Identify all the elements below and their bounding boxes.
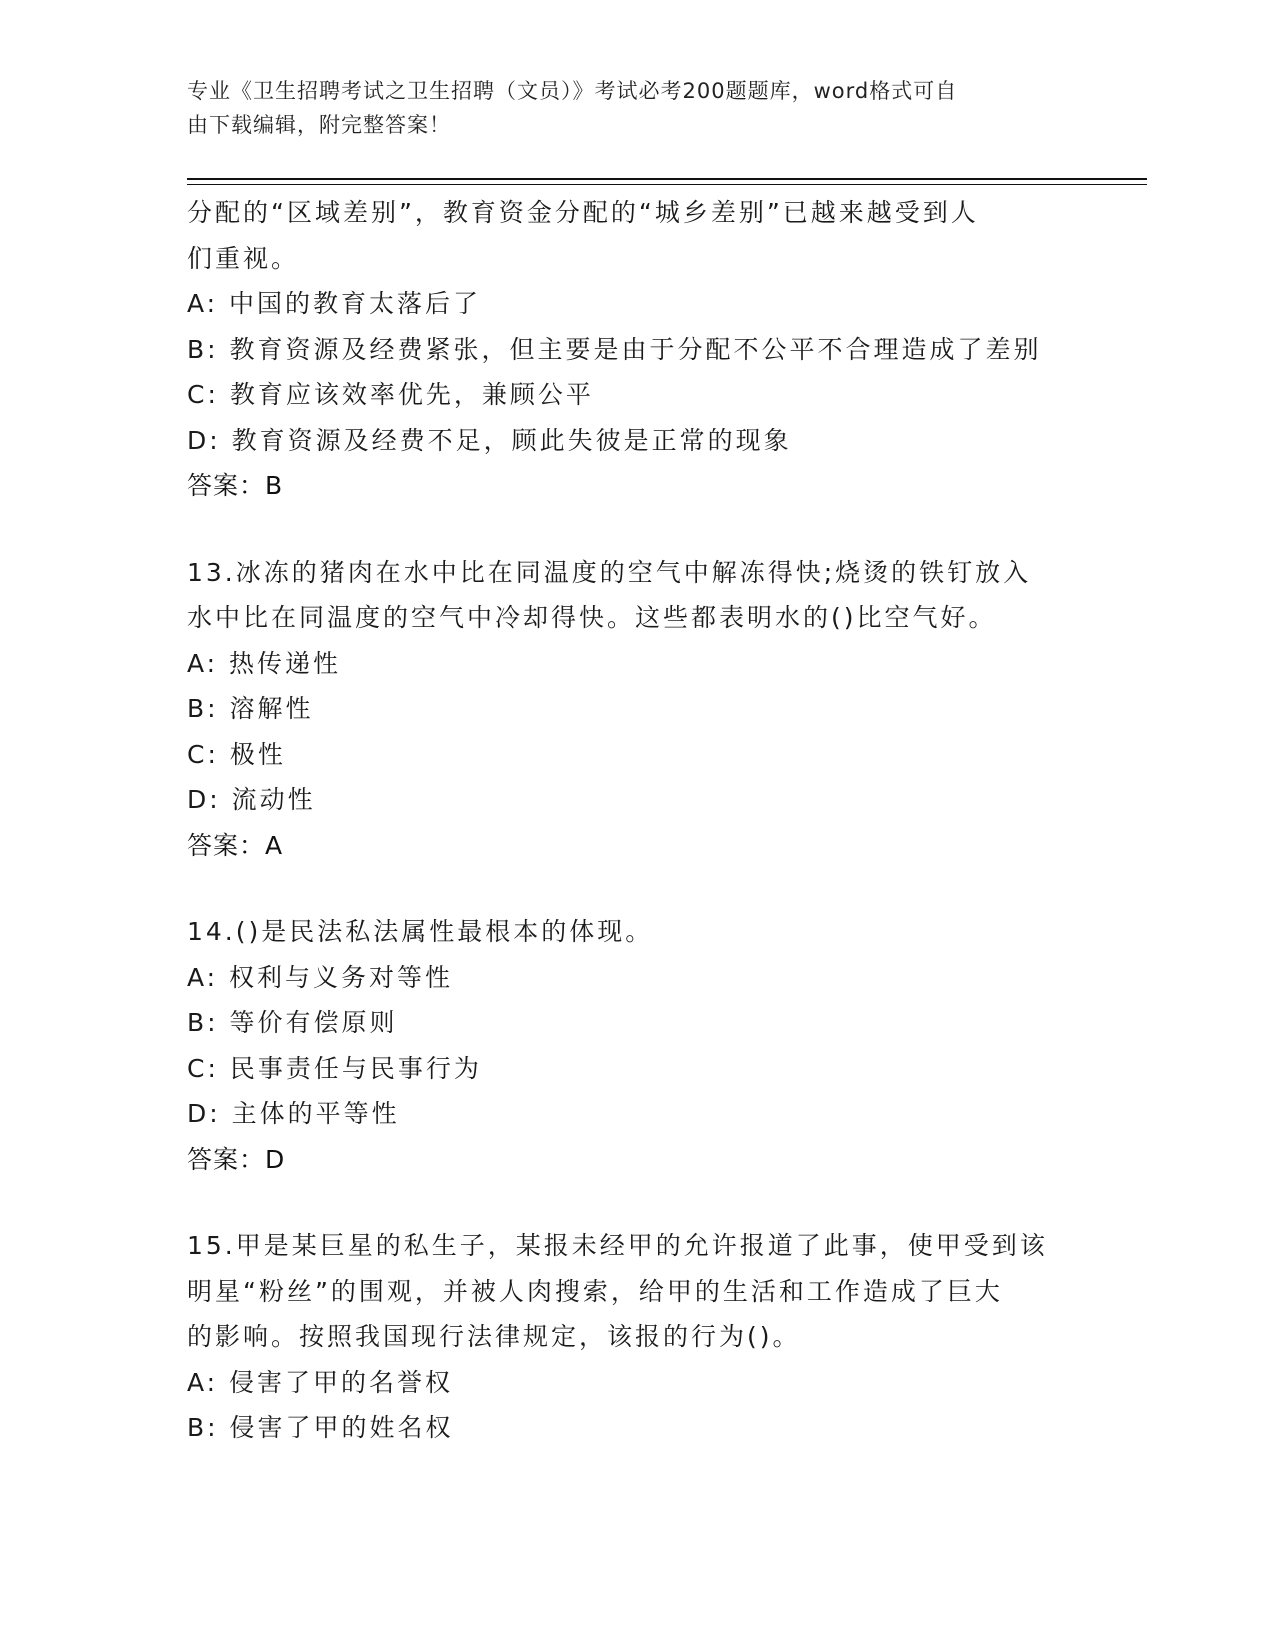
option-d: D: 流动性 xyxy=(187,785,316,814)
option-b: B: 教育资源及经费紧张，但主要是由于分配不公平不合理造成了差别 xyxy=(187,334,1042,364)
question-text-line: 明星“粉丝”的围观，并被人肉搜索，给甲的生活和工作造成了巨大 xyxy=(187,1276,1003,1306)
answer-label: 答案：B xyxy=(187,471,284,500)
option-c: C: 教育应该效率优先，兼顾公平 xyxy=(187,380,594,409)
header-title-line-2: 由下载编辑，附完整答案！ xyxy=(187,113,451,137)
question-text-line: 的影响。按照我国现行法律规定，该报的行为()。 xyxy=(187,1322,801,1351)
option-d: D: 教育资源及经费不足，顾此失彼是正常的现象 xyxy=(187,425,792,455)
question-text-line: 14.()是民法私法属性最根本的体现。 xyxy=(187,917,654,946)
header-title-line-1: 专业《卫生招聘考试之卫生招聘（文员）》考试必考200题题库，word格式可自 xyxy=(187,79,958,103)
document-body xyxy=(187,190,1087,1451)
question-block-13 xyxy=(187,550,1087,869)
question-text-line: 13.冰冻的猪肉在水中比在同温度的空气中解冻得快;烧烫的铁钉放入 xyxy=(187,557,1032,587)
option-c: C: 极性 xyxy=(187,739,286,769)
option-a: A: 侵害了甲的名誉权 xyxy=(187,1367,454,1397)
option-a: A: 中国的教育太落后了 xyxy=(187,289,482,318)
option-a: A: 热传递性 xyxy=(187,648,342,678)
header-divider-thin xyxy=(187,184,1147,185)
question-text-line: 水中比在同温度的空气中冷却得快。这些都表明水的()比空气好。 xyxy=(187,603,997,632)
question-text-line: 分配的“区域差别”，教育资金分配的“城乡差别”已越来越受到人 xyxy=(187,198,979,227)
option-c: C: 民事责任与民事行为 xyxy=(187,1053,482,1083)
option-b: B: 溶解性 xyxy=(187,694,314,723)
question-text-line: 们重视。 xyxy=(187,243,300,273)
question-block-15 xyxy=(187,1223,1087,1451)
answer-label: 答案：D xyxy=(187,1144,286,1174)
answer-label: 答案：A xyxy=(187,830,284,860)
header-divider-thick xyxy=(187,178,1147,180)
option-b: B: 侵害了甲的姓名权 xyxy=(187,1413,454,1442)
option-a: A: 权利与义务对等性 xyxy=(187,962,454,992)
question-text-line: 15.甲是某巨星的私生子，某报未经甲的允许报道了此事，使甲受到该 xyxy=(187,1231,1048,1260)
option-b: B: 等价有偿原则 xyxy=(187,1008,398,1037)
document-header xyxy=(187,74,1067,142)
option-d: D: 主体的平等性 xyxy=(187,1099,400,1128)
question-block-14 xyxy=(187,909,1087,1182)
question-block-continued xyxy=(187,190,1087,509)
